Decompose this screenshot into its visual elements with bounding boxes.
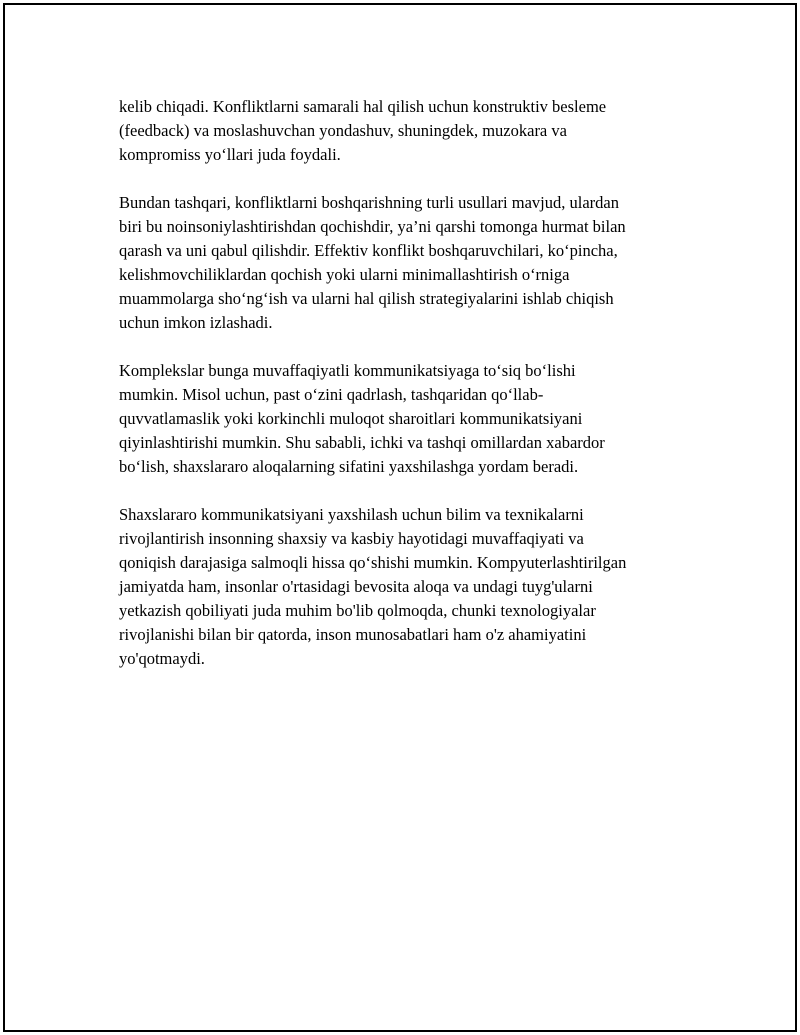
text-line: qoniqish darajasiga salmoqli hissa qo‘shishi mumkin. Kompyuterlashtirilgan xyxy=(119,553,627,572)
text-line: mumkin. Misol uchun, past o‘zini qadrlash, tashqaridan qo‘llab- xyxy=(119,385,544,404)
text-line: qiyinlashtirishi mumkin. Shu sababli, ichki va tashqi omillardan xabardor xyxy=(119,433,605,452)
text-line: Bundan tashqari, konfliktlarni boshqarishning turli usullari mavjud, ulardan xyxy=(119,193,619,212)
text-line: kelishmovchiliklardan qochish yoki ularni minimallashtirish o‘rniga xyxy=(119,265,570,284)
document-page xyxy=(3,3,797,1032)
text-line: qarash va uni qabul qilishdir. Effektiv konflikt boshqaruvchilari, ko‘pincha, xyxy=(119,241,618,260)
text-line: Komplekslar bunga muvaffaqiyatli kommunikatsiyaga to‘siq bo‘lishi xyxy=(119,361,576,380)
text-line: jamiyatda ham, insonlar o'rtasidagi bevosita aloqa va undagi tuyg'ularni xyxy=(119,577,593,596)
text-line: bo‘lish, shaxslararo aloqalarning sifatini yaxshilashga yordam beradi. xyxy=(119,457,579,476)
paragraph-3 xyxy=(119,359,689,479)
paragraph-2 xyxy=(119,191,689,335)
text-line: yo'qotmaydi. xyxy=(119,649,205,668)
text-line: (feedback) va moslashuvchan yondashuv, shuningdek, muzokara va xyxy=(119,121,567,140)
text-line: Shaxslararo kommunikatsiyani yaxshilash uchun bilim va texnikalarni xyxy=(119,505,584,524)
text-line: kelib chiqadi. Konfliktlarni samarali hal qilish uchun konstruktiv besleme xyxy=(119,97,607,116)
paragraph-4 xyxy=(119,503,689,671)
text-line: yetkazish qobiliyati juda muhim bo'lib qolmoqda, chunki texnologiyalar xyxy=(119,601,596,620)
text-line: quvvatlamaslik yoki korkinchli muloqot sharoitlari kommunikatsiyani xyxy=(119,409,583,428)
text-line: uchun imkon izlashadi. xyxy=(119,313,273,332)
paragraph-1 xyxy=(119,95,689,167)
text-line: biri bu noinsoniylashtirishdan qochishdir, ya’ni qarshi tomonga hurmat bilan xyxy=(119,217,626,236)
text-line: kompromiss yo‘llari juda foydali. xyxy=(119,145,341,164)
text-line: muammolarga sho‘ng‘ish va ularni hal qilish strategiyalarini ishlab chiqish xyxy=(119,289,614,308)
text-line: rivojlanishi bilan bir qatorda, inson munosabatlari ham o'z ahamiyatini xyxy=(119,625,587,644)
document-body xyxy=(119,95,689,695)
text-line: rivojlantirish insonning shaxsiy va kasbiy hayotidagi muvaffaqiyati va xyxy=(119,529,584,548)
